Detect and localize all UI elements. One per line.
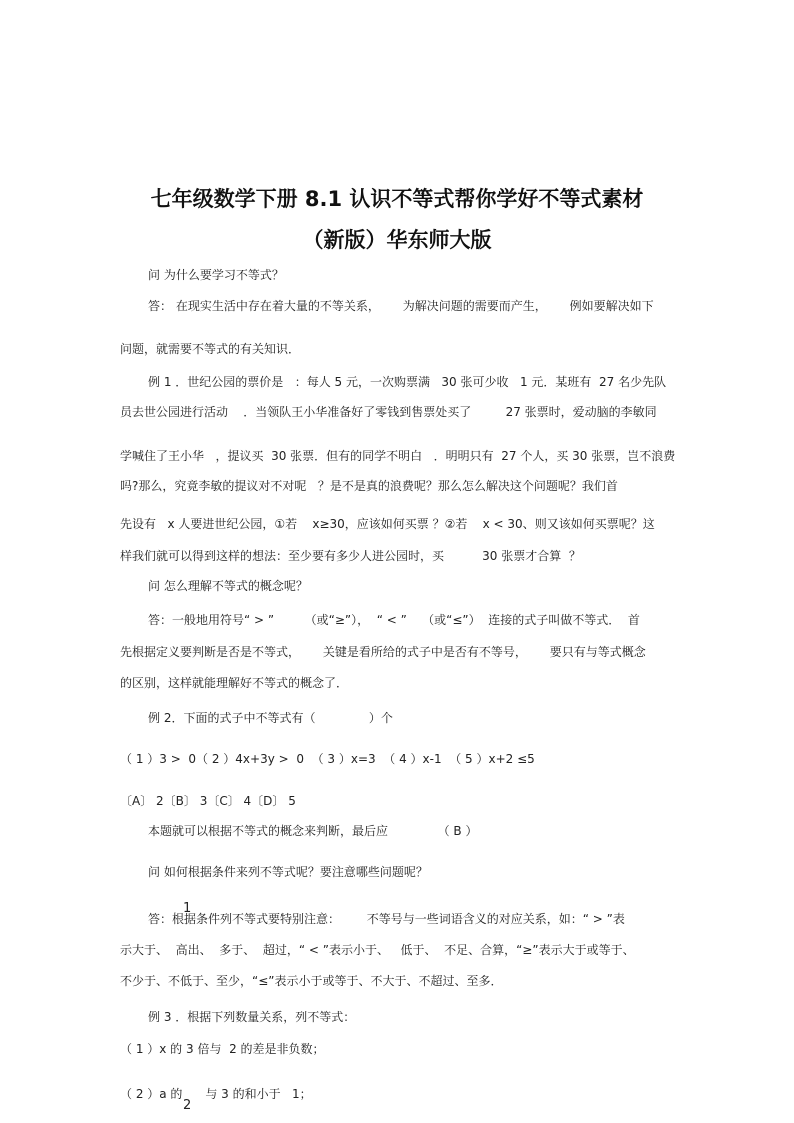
text-line: 吗?那么，究竟李敏的提议对不对呢 ？是不是真的浪费呢？那么怎么解决这个问题呢？我们首 (120, 479, 618, 493)
text-line: （ 1 ）x 的 3 倍与 2 的差是非负数； (120, 1042, 325, 1056)
text-line: 的区别，这样就能理解好不等式的概念了． (120, 676, 349, 690)
document-title-line-1: 七年级数学下册 8.1 认识不等式帮你学好不等式素材 (150, 187, 644, 211)
text-line: 问 为什么要学习不等式？ (148, 268, 284, 282)
text-line: 例 3 ．根据下列数量关系，列不等式： (148, 1010, 356, 1024)
text-line: 本题就可以根据不等式的概念来判断，最后应 （ B ） (148, 824, 478, 838)
fraction-numerator: 1 (183, 901, 192, 916)
text-line: 问题，就需要不等式的有关知识． (120, 342, 301, 356)
text-line: 样我们就可以得到这样的想法：至少要有多少人进公园时，买 30 张票才合算 ？ (120, 549, 581, 563)
fraction-denominator: 2 (183, 1098, 192, 1113)
text-line: 例 2．下面的式子中不等式有（ ）个 (148, 711, 393, 725)
text-line: （ 1 ）3 > 0（ 2 ）4x+3y > 0 （ 3 ）x=3 （ 4 ）x-1 （ 5 ）x+2 ≤5 (120, 752, 535, 766)
text-line: 示大于、 高出、 多于、 超过，“ < ”表示小于、 低于、 不足、合算，“≥”表示大于或等于、 (120, 943, 635, 957)
text-line: 答： 在现实生活中存在着大量的不等关系， 为解决问题的需要而产生， 例如要解决如下 (148, 299, 654, 313)
text-line: 问 怎么理解不等式的概念呢？ (148, 579, 308, 593)
text-line: 〔A〕 2〔B〕 3〔C〕 4〔D〕 5 (120, 794, 296, 808)
text-line: 问 如何根据条件来列不等式呢？要注意哪些问题呢？ (148, 865, 428, 879)
document-title-line-2: （新版）华东师大版 (302, 228, 492, 252)
text-line: （ 2 ）a 的 与 3 的和小于 1； (120, 1087, 312, 1101)
text-line: 例 1 ．世纪公园的票价是 ：每人 5 元，一次购票满 30 张可少收 1 元．某班有 27 名少先队 (148, 375, 667, 389)
text-line: 学喊住了王小华 ，提议买 30 张票．但有的同学不明白 ．明明只有 27 个人，买 30 张票，岂不浪费 (120, 449, 676, 463)
text-line: 先设有 x 人要进世纪公园，①若 x≥30，应该如何买票 ？②若 x < 30、则又该如何买票呢？这 (120, 517, 655, 531)
text-line: 员去世公园进行活动 ．当领队王小华准备好了零钱到售票处买了 27 张票时，爱动脑的李敏同 (120, 405, 657, 419)
text-line: 答：一般地用符号“ > ” （或“≥”）， “ < ” （或“≤”） 连接的式子叫做不等式． 首 (148, 613, 640, 627)
text-line: 先根据定义要判断是否是不等式， 关键是看所给的式子中是否有不等号， 要只有与等式概念 (120, 645, 646, 659)
text-line: 不少于、不低于、至少，“≤”表示小于或等于、不大于、不超过、至多． (120, 974, 503, 988)
text-line: 答：根据条件列不等式要特别注意： 不等号与一些词语含义的对应关系，如：“ > ”表 (148, 912, 625, 926)
